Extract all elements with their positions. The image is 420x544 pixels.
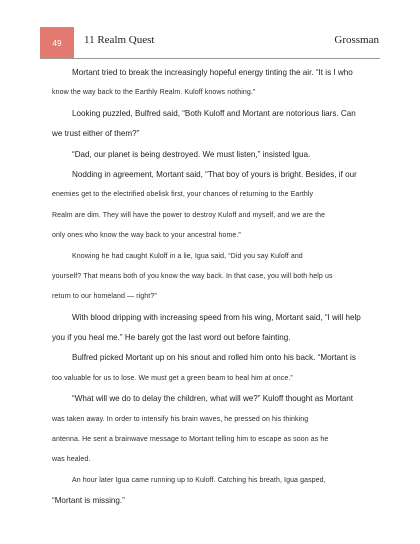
author-name: Grossman bbox=[334, 34, 379, 46]
text-line: know the way back to the Earthly Realm. Kuloff knows nothing.” bbox=[52, 89, 256, 97]
text-line: was healed. bbox=[52, 456, 91, 464]
text-line: enemies get to the electrified obelisk first, your chances of returning to the Earthly bbox=[52, 191, 314, 199]
header-divider bbox=[40, 58, 380, 59]
text-line: An hour later Igua came running up to Kuloff. Catching his breath, Igua gasped, bbox=[72, 476, 326, 484]
text-line: antenna. He sent a brainwave message to Mortant telling him to escape as soon as he bbox=[52, 436, 329, 444]
text-line: too valuable for us to lose. We must get a green beam to heal him at once.” bbox=[52, 374, 293, 382]
text-line: Looking puzzled, Bulfred said, “Both Kuloff and Mortant are notorious liars. Can bbox=[72, 108, 356, 118]
text-line: “What will we do to delay the children, what will we?” Kuloff thought as Mortant bbox=[72, 394, 354, 404]
book-title: 11 Realm Quest bbox=[84, 34, 155, 46]
text-line: return to our homeland — right?” bbox=[52, 293, 157, 301]
text-line: you if you heal me.” He barely got the last word out before fainting. bbox=[52, 333, 291, 343]
text-line: we trust either of them?” bbox=[52, 129, 140, 139]
text-line: only ones who know the way back to your ancestral home.” bbox=[52, 232, 241, 240]
manuscript-body bbox=[52, 63, 370, 512]
page-number-badge bbox=[40, 27, 74, 59]
text-line: Knowing he had caught Kuloff in a lie, Igua said, “Did you say Kuloff and bbox=[72, 252, 303, 260]
text-line: Nodding in agreement, Mortant said, “That boy of yours is bright. Besides, if our bbox=[72, 169, 357, 179]
text-line: With blood dripping with increasing speed from his wing, Mortant said, “I will help bbox=[72, 312, 361, 322]
text-line: yourself? That means both of you know the way back. In that case, you will both help us bbox=[52, 272, 333, 280]
text-line: Mortant tried to break the increasingly hopeful energy tinting the air. “It is I who bbox=[72, 68, 353, 77]
text-line: “Dad, our planet is being destroyed. We must listen,” insisted Igua. bbox=[72, 149, 311, 159]
text-line: Bulfred picked Mortant up on his snout and rolled him onto his back. “Mortant is bbox=[72, 353, 356, 363]
text-line: “Mortant is missing.” bbox=[52, 496, 125, 506]
text-line: was taken away. In order to intensify his brain waves, he pressed on his thinking bbox=[52, 415, 309, 423]
page-number: 49 bbox=[52, 38, 62, 48]
text-line: Realm are dim. They will have the power to destroy Kuloff and myself, and we are the bbox=[52, 211, 326, 219]
